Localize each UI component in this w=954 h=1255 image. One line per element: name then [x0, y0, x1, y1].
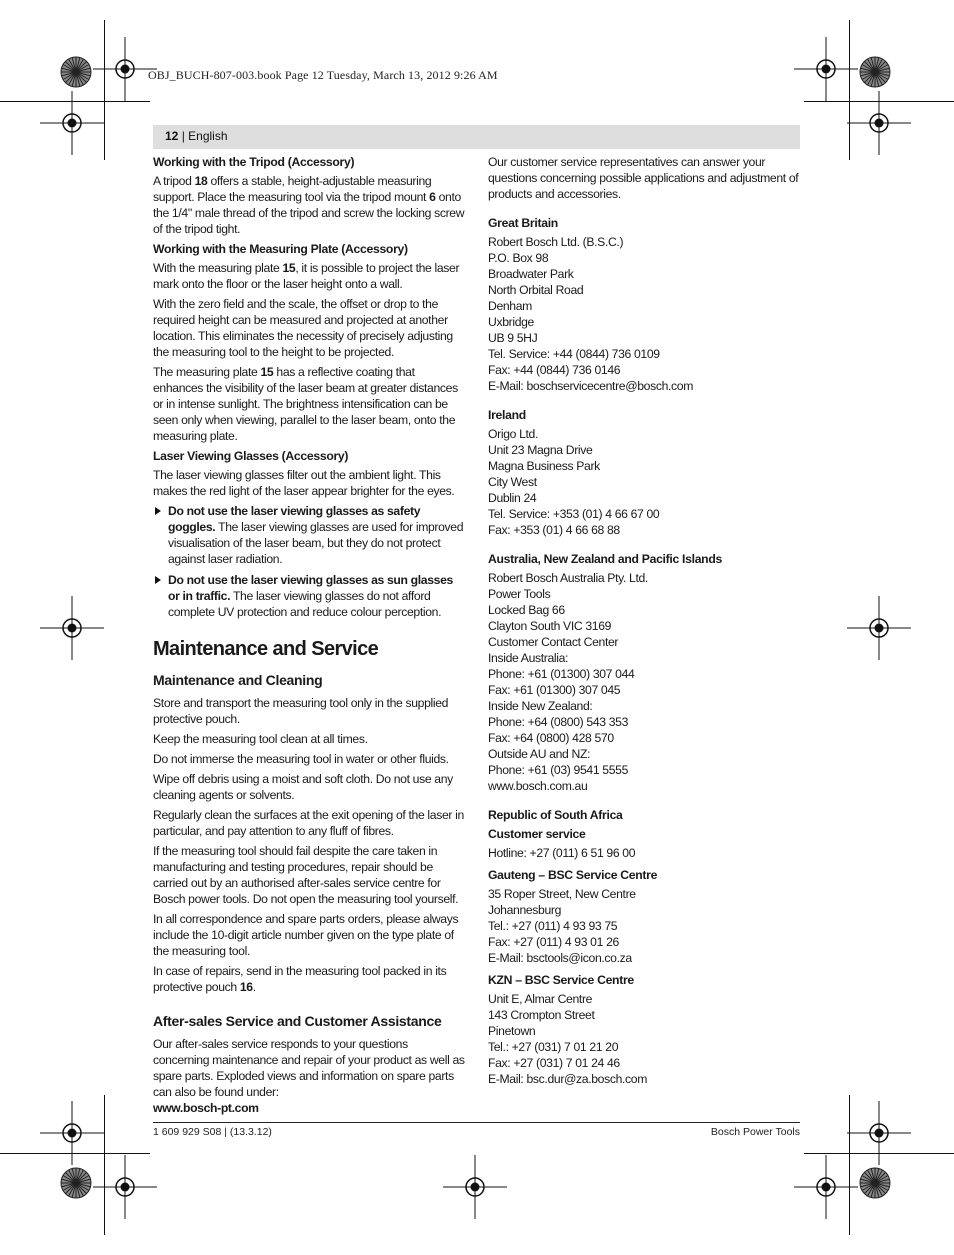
customer-service-lines — [488, 845, 800, 861]
address-line: Origo Ltd. — [488, 427, 539, 441]
triangle-bullet-icon — [155, 576, 161, 584]
address-line: Broadwater Park — [488, 267, 574, 281]
footer-article-number: 1 609 929 S08 | (13.3.12) — [153, 1126, 272, 1138]
bosch-website-link[interactable]: www.bosch-pt.com — [153, 1101, 259, 1115]
address-line: Power Tools — [488, 587, 551, 601]
address-line: City West — [488, 475, 537, 489]
australia-heading: Australia, New Zealand and Pacific Islands — [488, 552, 722, 566]
right-column — [488, 154, 800, 1093]
maintenance-title: Maintenance and Service — [153, 638, 379, 660]
registration-crosshair-icon — [443, 1155, 507, 1219]
address-line: Inside Australia: — [488, 651, 569, 665]
aftersales-heading: After-sales Service and Customer Assistance — [153, 1013, 442, 1029]
registration-crosshair-icon — [847, 596, 911, 660]
footer-rule — [153, 1122, 800, 1123]
address-line: Outside AU and NZ: — [488, 747, 591, 761]
crop-mark-line — [849, 1095, 850, 1235]
address-line: Magna Business Park — [488, 459, 600, 473]
crop-mark-line — [804, 101, 954, 102]
address-line: Unit 23 Magna Drive — [488, 443, 593, 457]
ireland-address — [488, 426, 800, 538]
address-line: Inside New Zealand: — [488, 699, 593, 713]
crop-mark-line — [104, 1095, 105, 1235]
address-line: Customer Contact Center — [488, 635, 619, 649]
plate-paragraph-3: The measuring plate 15 has a reflective coating that enhances the visibility of the laser beam at greater distances or in intense sunlight. The brightness intensification can be seen only when viewing, parallel to the laser beam, onto the measuring plate. — [153, 365, 458, 443]
print-info-line: OBJ_BUCH-807-003.book Page 12 Tuesday, March 13, 2012 9:26 AM — [148, 68, 498, 82]
page-number: 12 — [165, 129, 179, 143]
cleaning-paragraph-3: Do not immerse the measuring tool in water or other fluids. — [153, 752, 449, 766]
address-line: Pinetown — [488, 1024, 536, 1038]
address-line: E-Mail: bsctools@icon.co.za — [488, 951, 632, 965]
address-line: www.bosch.com.au — [488, 779, 588, 793]
customer-service-heading: Customer service — [488, 827, 586, 841]
left-column — [153, 154, 465, 1116]
south-africa-heading: Republic of South Africa — [488, 808, 623, 822]
address-line: Tel. Service: +44 (0844) 736 0109 — [488, 347, 660, 361]
address-line: E-Mail: bsc.dur@za.bosch.com — [488, 1072, 648, 1086]
cleaning-paragraph-2: Keep the measuring tool clean at all times. — [153, 732, 368, 746]
kzn-address — [488, 991, 800, 1087]
registration-crosshair-icon — [40, 596, 104, 660]
address-line: P.O. Box 98 — [488, 251, 549, 265]
cleaning-paragraph-7: In all correspondence and spare parts orders, please always include the 10-digit article number given on the type plate of the measuring tool. — [153, 912, 459, 958]
address-line: Clayton South VIC 3169 — [488, 619, 612, 633]
address-line: Robert Bosch Australia Pty. Ltd. — [488, 571, 648, 585]
plate-heading: Working with the Measuring Plate (Accessory) — [153, 242, 408, 256]
header-separator: | — [178, 129, 189, 143]
glasses-paragraph: The laser viewing glasses filter out the ambient light. This makes the red light of the laser appear brighter for the eyes. — [153, 468, 455, 498]
gb-heading: Great Britain — [488, 216, 558, 230]
warning-bullet-1: Do not use the laser viewing glasses as safety goggles. The laser viewing glasses are used for improved visualisation of the laser beam, but they do not protect against laser radiation. — [153, 503, 465, 567]
registration-crosshair-icon — [93, 1155, 157, 1219]
address-line: UB 9 5HJ — [488, 331, 538, 345]
registration-starburst-icon — [60, 1167, 92, 1199]
address-line: Fax: +61 (01300) 307 045 — [488, 683, 621, 697]
address-line: Johannesburg — [488, 903, 562, 917]
address-line: Unit E, Almar Centre — [488, 992, 593, 1006]
address-line: Hotline: +27 (011) 6 51 96 00 — [488, 846, 636, 860]
service-intro: Our customer service representatives can answer your questions concerning possible applications and adjustment of products and accessories. — [488, 155, 799, 201]
plate-paragraph-1: With the measuring plate 15, it is possible to project the laser mark onto the floor or the laser height onto a wall. — [153, 261, 460, 291]
address-line: Tel.: +27 (011) 4 93 93 75 — [488, 919, 618, 933]
aftersales-paragraph: Our after-sales service responds to your questions concerning maintenance and repair of your product as well as spare parts. Exploded views and information on spare parts can also be found under: — [153, 1037, 465, 1099]
triangle-bullet-icon — [155, 507, 161, 515]
address-line: North Orbital Road — [488, 283, 584, 297]
gauteng-heading: Gauteng – BSC Service Centre — [488, 868, 658, 882]
address-line: Tel. Service: +353 (01) 4 66 67 00 — [488, 507, 660, 521]
address-line: Denham — [488, 299, 532, 313]
cleaning-paragraph-4: Wipe off debris using a moist and soft cloth. Do not use any cleaning agents or solvents. — [153, 772, 453, 802]
address-line: Fax: +64 (0800) 428 570 — [488, 731, 614, 745]
tripod-heading: Working with the Tripod (Accessory) — [153, 155, 355, 169]
warning-bullet-2: Do not use the laser viewing glasses as sun glasses or in traffic. The laser viewing glasses do not afford complete UV protection and reduce colour perception. — [153, 572, 465, 620]
address-line: Fax: +353 (01) 4 66 68 88 — [488, 523, 620, 537]
address-line: Fax: +44 (0844) 736 0146 — [488, 363, 621, 377]
address-line: Uxbridge — [488, 315, 534, 329]
address-line: Locked Bag 66 — [488, 603, 565, 617]
ireland-heading: Ireland — [488, 408, 526, 422]
glasses-heading: Laser Viewing Glasses (Accessory) — [153, 449, 349, 463]
registration-starburst-icon — [859, 1167, 891, 1199]
page-header-text — [165, 129, 228, 143]
address-line: Phone: +61 (01300) 307 044 — [488, 667, 635, 681]
cleaning-paragraph-5: Regularly clean the surfaces at the exit opening of the laser in particular, and pay attention to any fluff of fibres. — [153, 808, 464, 838]
plate-paragraph-2: With the zero field and the scale, the offset or drop to the required height can be measured and projected at another location. This eliminates the necessity of precisely adjusting the measuring tool to the height to be projected. — [153, 297, 453, 359]
gb-address — [488, 234, 800, 394]
address-line: Fax: +27 (011) 4 93 01 26 — [488, 935, 619, 949]
address-line: Tel.: +27 (031) 7 01 21 20 — [488, 1040, 619, 1054]
crop-mark-line — [0, 1153, 150, 1154]
cleaning-heading: Maintenance and Cleaning — [153, 672, 323, 688]
cleaning-paragraph-8: In case of repairs, send in the measuring tool packed in its protective pouch 16. — [153, 964, 447, 994]
address-line: E-Mail: boschservicecentre@bosch.com — [488, 379, 694, 393]
tripod-paragraph: A tripod 18 offers a stable, height-adjustable measuring support. Place the measuring tool via the tripod mount 6 onto the 1/4" male thread of the tripod and screw the locking screw of the tripod tight. — [153, 174, 465, 236]
address-line: Dublin 24 — [488, 491, 537, 505]
cleaning-paragraph-6: If the measuring tool should fail despite the care taken in manufacturing and testing procedures, repair should be carried out by an authorised after-sales service centre for Bosch power tools. Do not open the measuring tool yourself. — [153, 844, 459, 906]
address-line: 35 Roper Street, New Centre — [488, 887, 636, 901]
address-line: 143 Crompton Street — [488, 1008, 595, 1022]
address-line: Phone: +61 (03) 9541 5555 — [488, 763, 628, 777]
kzn-heading: KZN – BSC Service Centre — [488, 973, 634, 987]
address-line: Phone: +64 (0800) 543 353 — [488, 715, 628, 729]
address-line: Fax: +27 (031) 7 01 24 46 — [488, 1056, 620, 1070]
crop-mark-line — [104, 20, 105, 160]
gauteng-address — [488, 886, 800, 966]
australia-address — [488, 570, 800, 794]
crop-mark-line — [0, 101, 150, 102]
footer-brand: Bosch Power Tools — [710, 1126, 800, 1138]
address-line: Robert Bosch Ltd. (B.S.C.) — [488, 235, 624, 249]
crop-mark-line — [849, 20, 850, 160]
registration-starburst-icon — [60, 56, 92, 88]
page-header — [153, 125, 800, 149]
crop-mark-line — [804, 1153, 954, 1154]
header-language: English — [188, 129, 228, 143]
cleaning-paragraph-1: Store and transport the measuring tool only in the supplied protective pouch. — [153, 696, 449, 726]
registration-starburst-icon — [859, 56, 891, 88]
